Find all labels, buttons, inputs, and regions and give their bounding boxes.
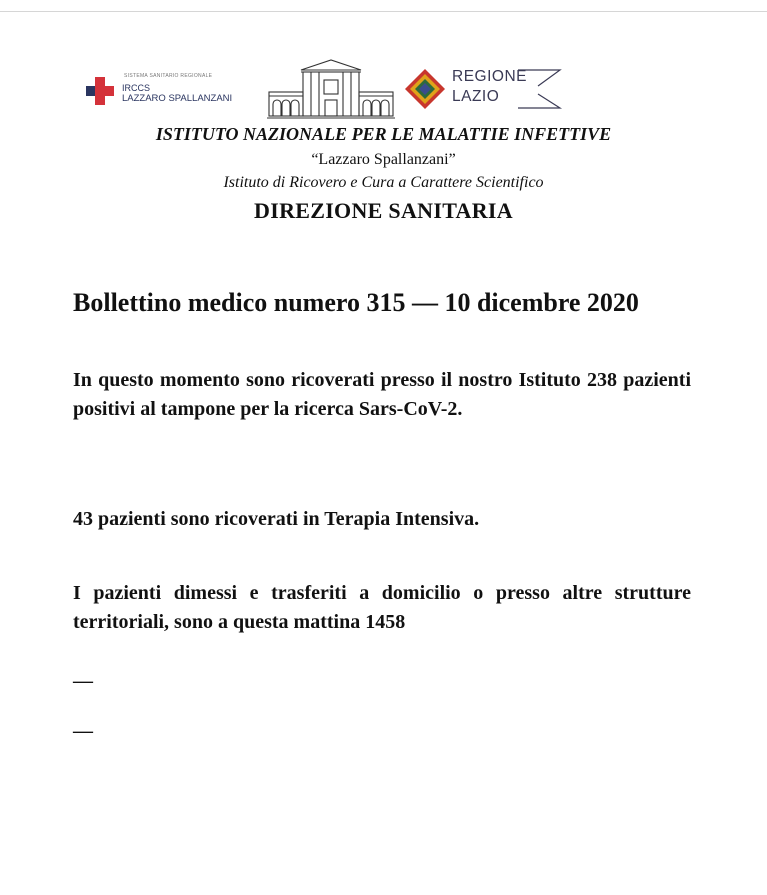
institute-building-icon [267,58,395,120]
department-title: DIREZIONE SANITARIA [254,198,513,223]
regione-line2: LAZIO [452,88,500,105]
separator-dash-2: — [73,720,93,742]
bulletin-paragraph-2: 43 pazienti sono ricoverati in Terapia Intensiva. [73,508,480,530]
regione-lazio-emblem-icon [404,68,446,110]
regione-lazio-logo [404,66,569,112]
irccs-line2: LAZZARO SPALLANZANI [122,93,233,104]
chevron-swoosh-icon [516,68,566,112]
institute-subtitle: Istituto di Ricovero e Cura a Carattere Scientifico [223,174,544,191]
irccs-line1: IRCCS [122,83,151,93]
separator-dash-1: — [73,670,93,692]
irccs-tiny-text: SISTEMA SANITARIO REGIONALE [124,73,213,79]
institute-name: ISTITUTO NAZIONALE PER LE MALATTIE INFETTIVE [155,124,612,144]
regione-line1: REGIONE [452,68,527,85]
red-cross-icon [84,75,116,107]
bulletin-paragraph-3: I pazienti dimessi e trasferiti a domicilio o presso altre strutture territoriali, sono a questa mattina 1458 [73,582,691,633]
top-divider [0,11,767,12]
institute-subname: “Lazzaro Spallanzani” [311,151,456,168]
bulletin-paragraph-1: In questo momento sono ricoverati presso il nostro Istituto 238 pazienti positivi al tampone per la ricerca Sars-CoV-2. [73,369,691,420]
bulletin-title: Bollettino medico numero 315 — 10 dicembre 2020 [73,288,639,317]
irccs-spallanzani-logo [84,69,259,109]
